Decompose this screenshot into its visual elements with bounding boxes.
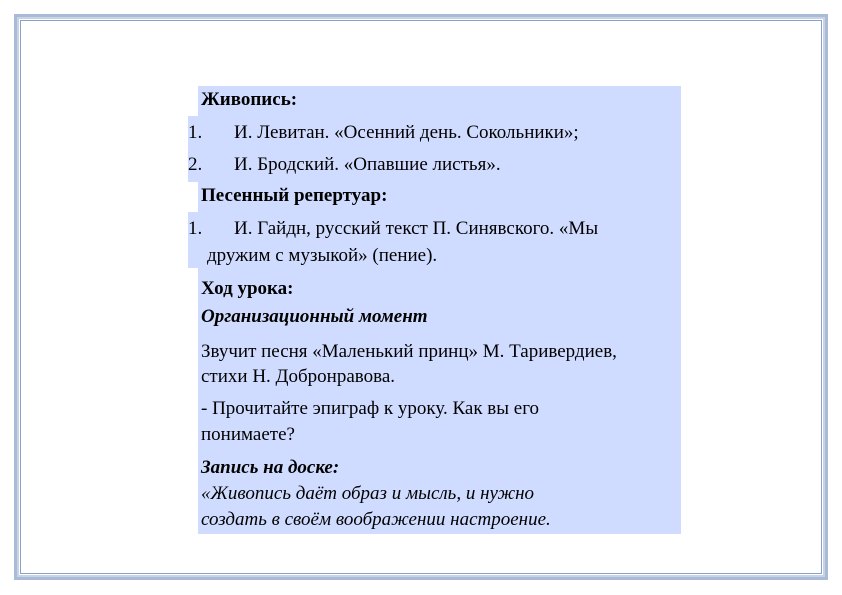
songs-heading: Песенный репертуар: xyxy=(201,185,388,206)
painting-item-2-text: И. Бродский. «Опавшие листья». xyxy=(234,154,501,175)
songs-item-1-number: 1. xyxy=(188,218,203,239)
lesson-paragraph-2-line2: понимаете? xyxy=(201,424,295,445)
lesson-paragraph-1-line1: Звучит песня «Маленький принц» М. Таривердиев, xyxy=(201,341,617,362)
songs-item-1-text-line1: И. Гайдн, русский текст П. Синявского. «Мы xyxy=(234,218,599,239)
board-quote-line2: создать в своём воображении настроение. xyxy=(201,509,551,530)
lesson-subheading: Организационный момент xyxy=(201,306,428,327)
lesson-paragraph-1-line2: стихи Н. Добронравова. xyxy=(201,366,396,387)
board-quote-line1: «Живопись даёт образ и мысль, и нужно xyxy=(201,483,535,504)
painting-item-2-number: 2. xyxy=(188,154,203,175)
lesson-paragraph-2-line1: - Прочитайте эпиграф к уроку. Как вы его xyxy=(201,398,540,419)
lesson-heading: Ход урока: xyxy=(201,278,294,299)
painting-item-1-number: 1. xyxy=(188,122,203,143)
painting-heading: Живопись: xyxy=(201,89,298,110)
board-heading: Запись на доске: xyxy=(201,457,340,478)
songs-item-1-text-line2: дружим с музыкой» (пение). xyxy=(207,245,438,266)
painting-item-1-text: И. Левитан. «Осенний день. Сокольники»; xyxy=(234,122,579,143)
